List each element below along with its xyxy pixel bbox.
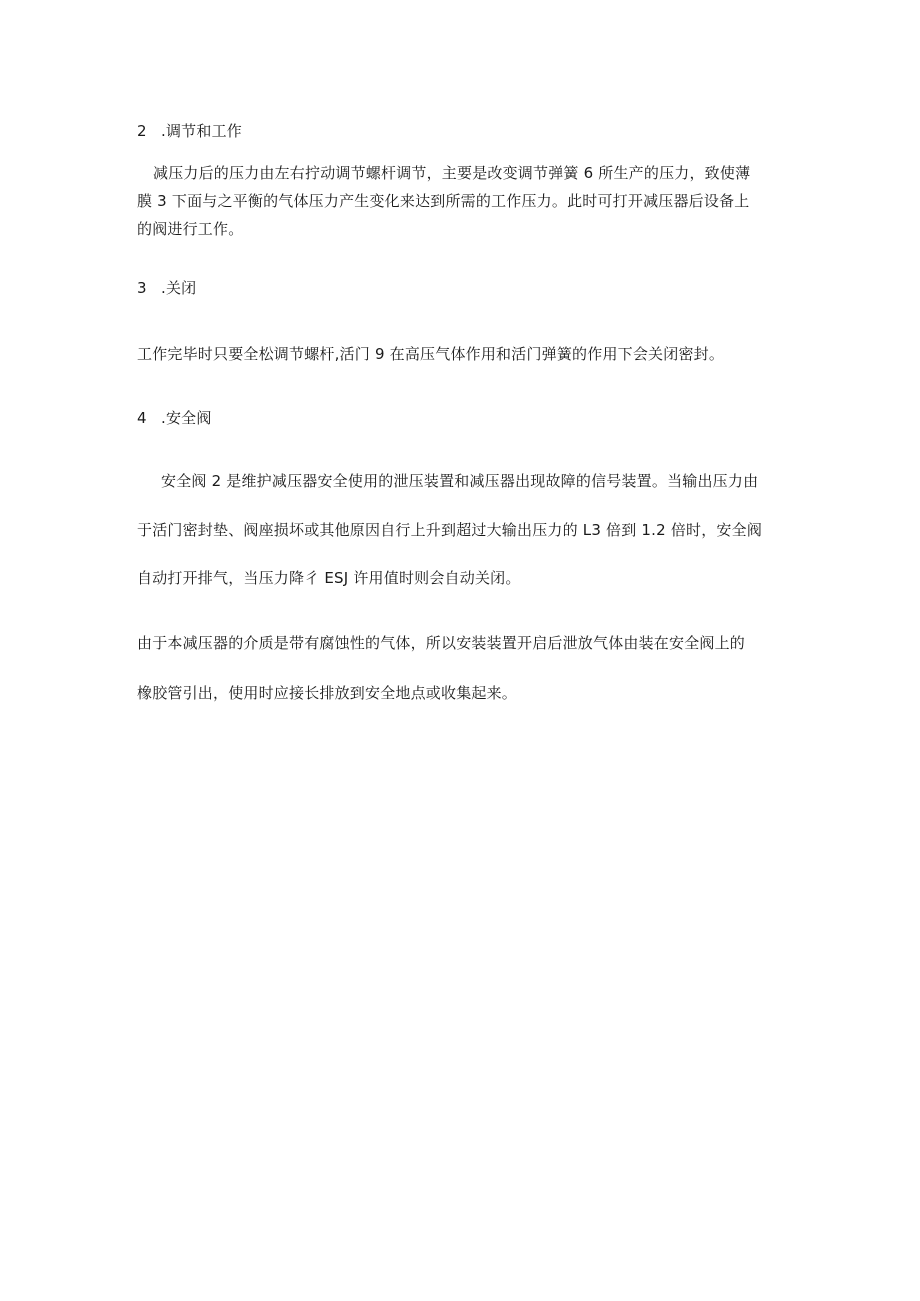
section-heading-2 (137, 121, 242, 141)
paragraph-line: 由于本减压器的介质是带有腐蚀性的气体，所以安装装置开启后泄放气体由装在安全阀上的 (137, 634, 746, 652)
paragraph-line: 膜 3 下面与之平衡的气体压力产生变化来达到所需的工作压力。此时可打开减压器后设备上 (137, 192, 750, 210)
section-heading-4 (137, 408, 212, 428)
section-title: .调节和工作 (161, 122, 242, 140)
paragraph-line: 的阀进行工作。 (137, 220, 244, 238)
section-title: .关闭 (161, 279, 197, 297)
section-heading-3 (137, 278, 196, 298)
paragraph-line: 安全阀 2 是维护减压器安全使用的泄压装置和减压器出现故障的信号装置。当输出压力由 (161, 472, 759, 490)
paragraph-line: 于活门密封垫、阀座损坏或其他原因自行上升到超过大输出压力的 L3 倍到 1.2 倍时，安全阀 (137, 521, 763, 539)
section-number: 2 (137, 122, 147, 140)
paragraph-line: 自动打开排气，当压力降彳 ESJ 许用值时则会自动关闭。 (137, 569, 521, 587)
paragraph-line: 减压力后的压力由左右拧动调节螺杆调节，主要是改变调节弹簧 6 所生产的压力，致使薄 (153, 164, 751, 182)
section-number: 3 (137, 279, 147, 297)
paragraph-line: 橡胶管引出，使用时应接长排放到安全地点或收集起来。 (137, 684, 518, 702)
section-title: .安全阀 (161, 409, 212, 427)
paragraph-line: 工作完毕时只要全松调节螺杆,活门 9 在高压气体作用和活门弹簧的作用下会关闭密封。 (137, 345, 725, 363)
section-number: 4 (137, 409, 147, 427)
